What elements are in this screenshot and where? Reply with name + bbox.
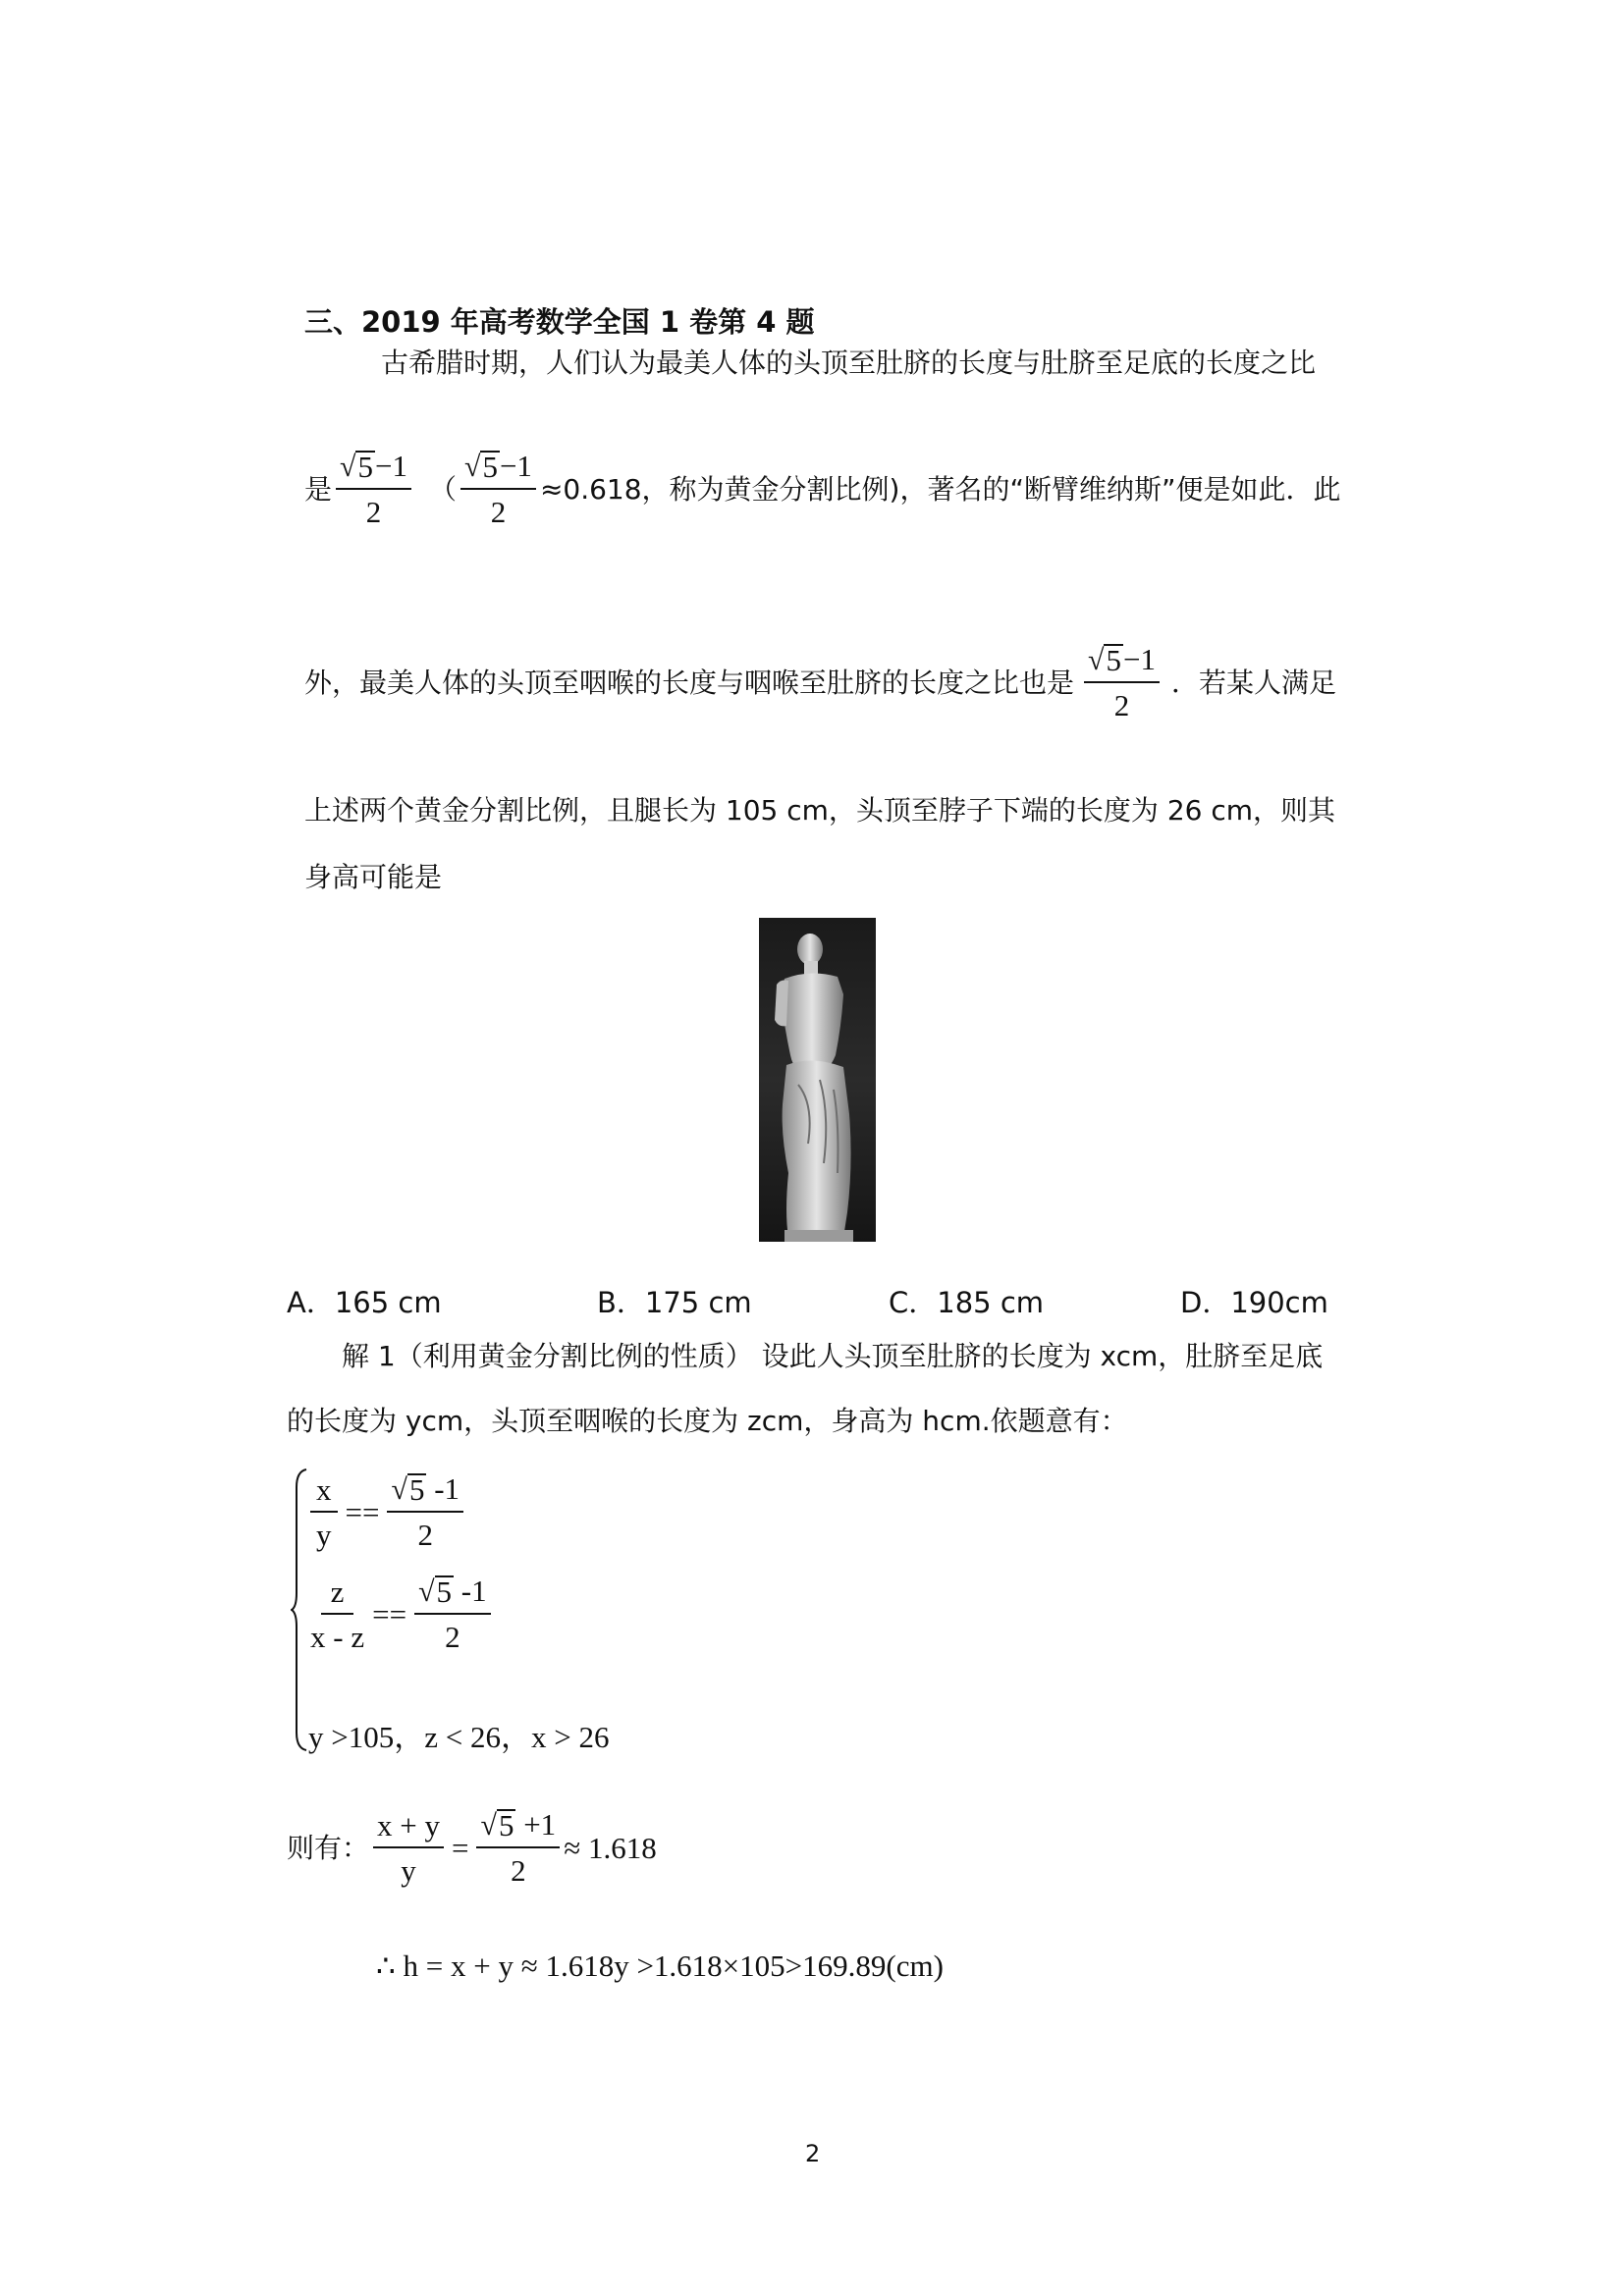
then-fraction-right: √ 5 +1 2 <box>476 1808 560 1888</box>
golden-ratio-fraction: √ 5 −1 2 <box>336 450 411 529</box>
option-d: D．190cm <box>1180 1286 1328 1319</box>
golden-ratio-fraction-3: √ 5 −1 2 <box>1084 643 1160 722</box>
final-inequality: ∴ h = x + y ≈ 1.618y >1.618×105>169.89(cm) <box>376 1949 944 1983</box>
section-heading: 三、2019 年高考数学全国 1 卷第 4 题 <box>304 305 815 339</box>
line3-text: 外，最美人体的头顶至咽喉的长度与咽喉至肚脐的长度之比也是 <box>304 666 1075 699</box>
equation-3: y >105，z < 26，x > 26 <box>308 1720 610 1754</box>
then-label: 则有： <box>287 1831 370 1864</box>
option-c: C．185 cm <box>889 1286 1045 1319</box>
equation-2: $\frac{z}{x - z}$ == √ 5 -1 2 <box>306 1575 495 1654</box>
then-line: 则有： $\frac{x + y}{y}$ = √ 5 +1 2 ≈ 1.618 <box>287 1807 657 1888</box>
page-number: 2 <box>805 2140 821 2167</box>
line2-approx-text: ≈0.618，称为黄金分割比例)，著名的“断臂维纳斯”便是如此．此 <box>539 472 1341 506</box>
equation-1: $\frac{x}{y}$ == √ 5 -1 2 <box>306 1472 467 1552</box>
then-fraction-left: $\frac{x + y}{y}$ <box>373 1809 444 1888</box>
problem-line-4: 上述两个黄金分割比例，且腿长为 105 cm，头顶至脖子下端的长度为 26 cm，则其 <box>304 794 1336 827</box>
venus-de-milo-image <box>759 918 876 1242</box>
solution-line-1: 解 1（利用黄金分割比例的性质） 设此人头顶至肚脐的长度为 xcm，肚脐至足底 <box>342 1340 1324 1372</box>
paren-open: （ <box>428 472 457 506</box>
then-approx: ≈ 1.618 <box>564 1830 657 1865</box>
line3-suffix: ．若某人满足 <box>1170 666 1336 699</box>
problem-line-2 <box>304 450 1341 529</box>
problem-line-5: 身高可能是 <box>304 861 443 893</box>
line2-prefix: 是 <box>304 472 333 506</box>
solution-line-2: 的长度为 ycm，头顶至咽喉的长度为 zcm，身高为 hcm.依题意有： <box>287 1405 1128 1437</box>
option-b: B．175 cm <box>597 1286 752 1319</box>
problem-line-1: 古希腊时期，人们认为最美人体的头顶至肚脐的长度与肚脐至足底的长度之比 <box>381 347 1317 379</box>
option-a: A．165 cm <box>287 1286 442 1319</box>
problem-line-3 <box>304 643 1336 722</box>
golden-ratio-fraction-2: √ 5 −1 2 <box>460 450 536 529</box>
